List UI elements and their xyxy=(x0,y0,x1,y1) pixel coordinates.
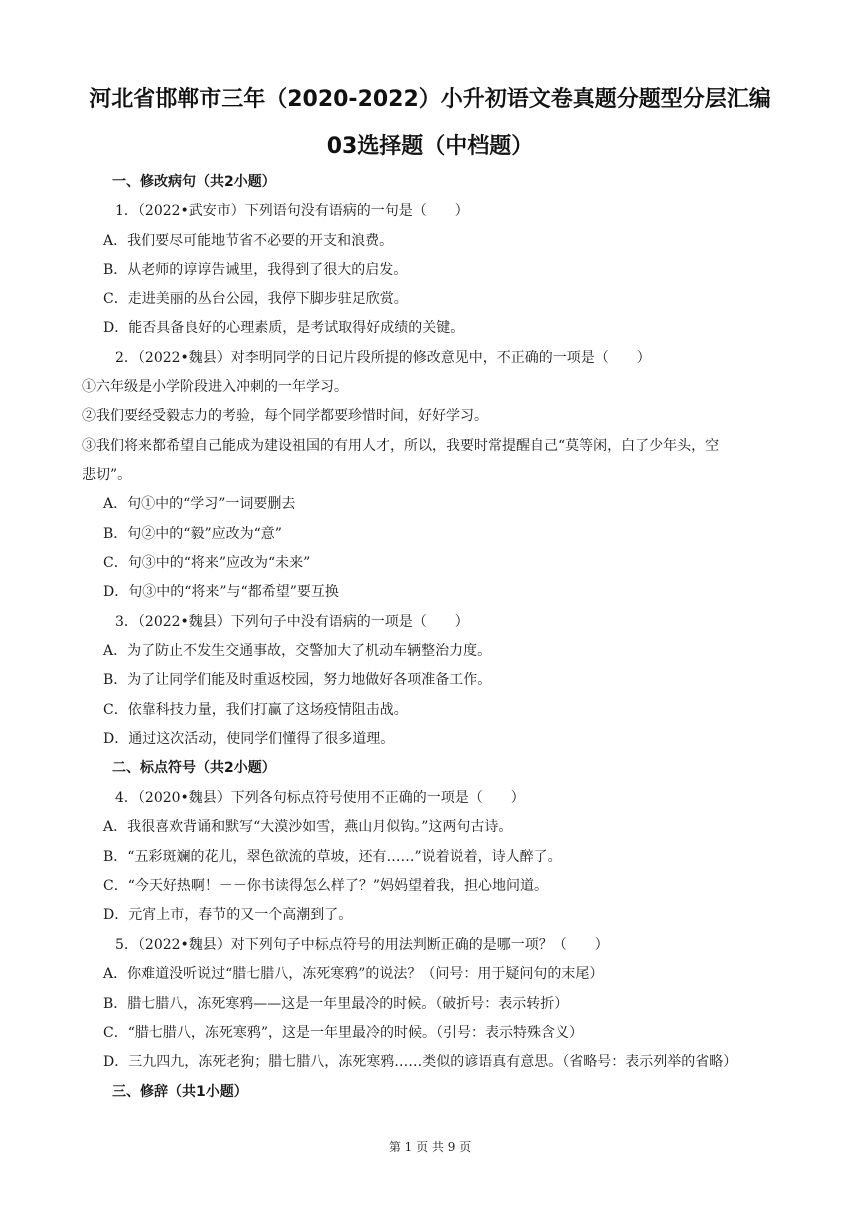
section-heading: 二、标点符号（共2小题） xyxy=(112,760,276,776)
option-b: B．从老师的谆谆告诫里，我得到了很大的启发。 xyxy=(103,262,408,278)
option-b: B．为了让同学们能及时重返校园，努力地做好各项准备工作。 xyxy=(103,672,492,688)
option-d: D．三九四九，冻死老狗；腊七腊八，冻死寒鸦……类似的谚语真有意思。（省略号：表示列举的省略） xyxy=(103,1054,738,1070)
option-c: C．走进美丽的丛台公园，我停下脚步驻足欣赏。 xyxy=(103,291,408,307)
question-stem: 5．（2022•魏县）对下列句子中标点符号的用法判断正确的是哪一项？（ ） xyxy=(115,937,609,953)
document-title-line1: 河北省邯郸市三年（2020-2022）小升初语文卷真题分题型分层汇编 xyxy=(89,87,771,112)
option-a: A．我们要尽可能地节省不必要的开支和浪费。 xyxy=(103,233,394,249)
question-stem: 2．（2022•魏县）对李明同学的日记片段所提的修改意见中，不正确的一项是（ ） xyxy=(115,350,651,366)
section-heading: 一、修改病句（共2小题） xyxy=(112,174,276,190)
option-b: B．“五彩斑斓的花儿，翠色欲流的草坡，还有……”说着说着，诗人醉了。 xyxy=(103,849,562,865)
option-a: A．句①中的“学习”一词要删去 xyxy=(103,496,296,512)
option-d: D．元宵上市，春节的又一个高潮到了。 xyxy=(103,907,353,923)
passage-line: ①六年级是小学阶段进入冲刺的一年学习。 xyxy=(82,379,348,395)
option-a: A．你难道没听说过“腊七腊八，冻死寒鸦”的说法？（问号：用于疑问句的末尾） xyxy=(103,966,604,982)
page-footer: 第 1 页 共 9 页 xyxy=(388,1140,472,1154)
option-c: C．依靠科技力量，我们打赢了这场疫情阻击战。 xyxy=(103,702,408,718)
option-b: B．句②中的“毅”应改为“意” xyxy=(103,526,282,542)
section-heading: 三、修辞（共1小题） xyxy=(112,1084,248,1100)
option-a: A．我很喜欢背诵和默写“大漠沙如雪，燕山月似钩。”这两句古诗。 xyxy=(103,819,513,835)
option-c: C．句③中的“将来”应改为“未来” xyxy=(103,555,311,571)
option-d: D．句③中的“将来”与“都希望”要互换 xyxy=(103,584,339,600)
passage-line: ③我们将来都希望自己能成为建设祖国的有用人才，所以，我要时常提醒自己“莫等闲，白了少年头，空 xyxy=(82,438,720,454)
question-stem: 4．（2020•魏县）下列各句标点符号使用不正确的一项是（ ） xyxy=(115,790,525,806)
passage-line: 悲切”。 xyxy=(82,467,132,483)
option-d: D．能否具备良好的心理素质，是考试取得好成绩的关键。 xyxy=(103,320,465,336)
question-stem: 3．（2022•魏县）下列句子中没有语病的一项是（ ） xyxy=(115,614,469,630)
option-d: D．通过这次活动，使同学们懂得了很多道理。 xyxy=(103,731,395,747)
question-stem: 1．（2022•武安市）下列语句没有语病的一句是（ ） xyxy=(115,203,469,219)
option-b: B．腊七腊八，冻死寒鸦——这是一年里最冷的时候。（破折号：表示转折） xyxy=(103,996,569,1012)
option-c: C．“腊七腊八，冻死寒鸦”，这是一年里最冷的时候。（引号：表示特殊含义） xyxy=(103,1025,584,1041)
document-title-line2: 03选择题（中档题） xyxy=(326,134,534,159)
option-c: C．“今天好热啊！－－你书读得怎么样了？”妈妈望着我，担心地问道。 xyxy=(103,878,549,894)
option-a: A．为了防止不发生交通事故，交警加大了机动车辆整治力度。 xyxy=(103,643,492,659)
passage-line: ②我们要经受毅志力的考验，每个同学都要珍惜时间，好好学习。 xyxy=(82,408,488,424)
